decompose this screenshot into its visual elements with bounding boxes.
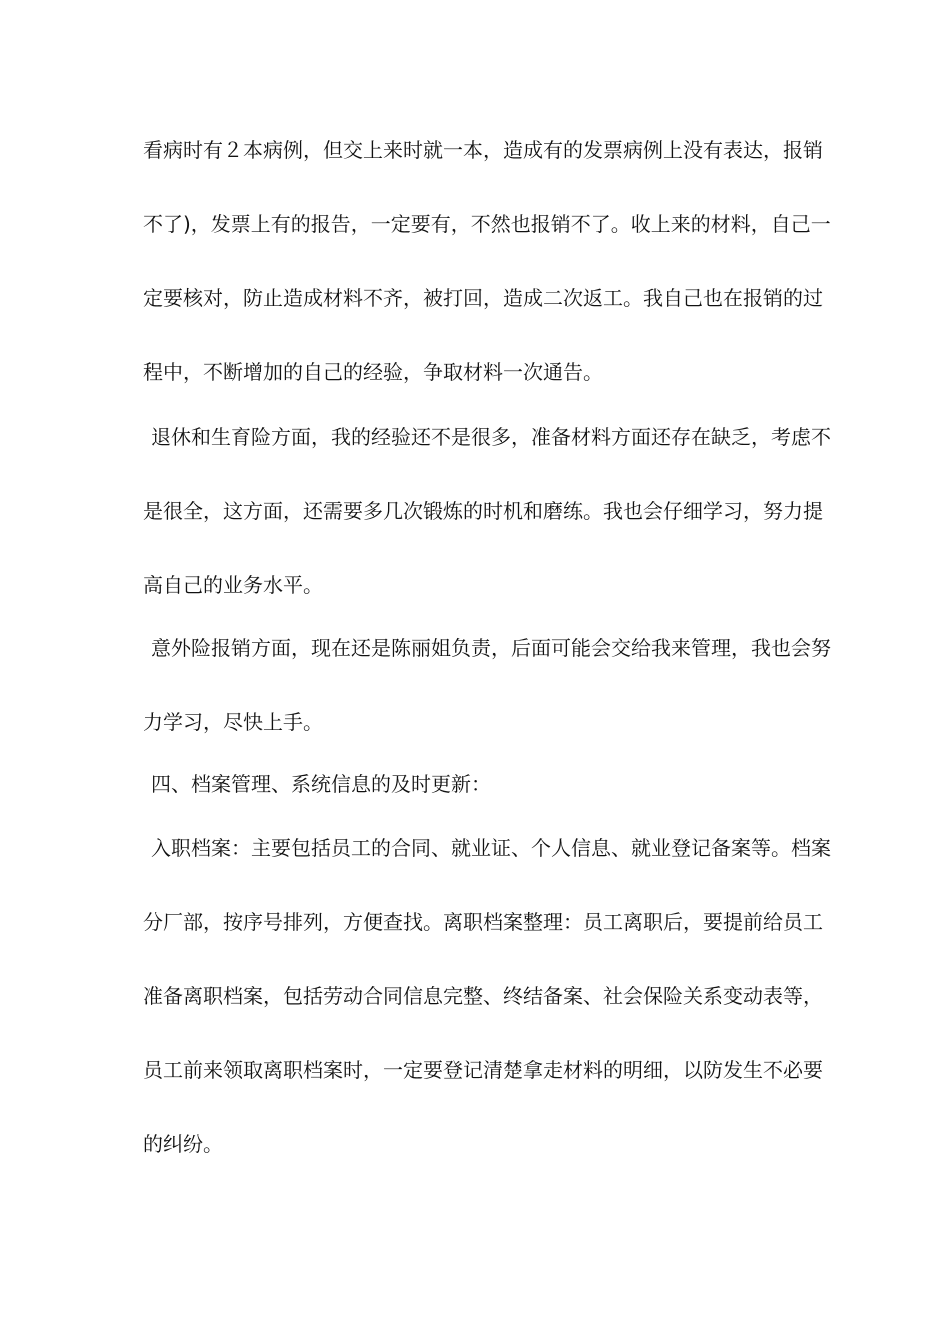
body-text-line: 员工前来领取离职档案时，一定要登记清楚拿走材料的明细，以防发生不必要 — [143, 1058, 823, 1082]
body-text-line: 看病时有２本病例，但交上来时就一本，造成有的发票病例上没有表达，报销 — [143, 138, 823, 162]
body-text-line: 的纠纷。 — [143, 1132, 223, 1156]
paragraph-start-line: 退休和生育险方面，我的经验还不是很多，准备材料方面还存在缺乏，考虑不 — [151, 425, 831, 449]
section-heading: 四、档案管理、系统信息的及时更新： — [151, 772, 491, 796]
body-text-line: 程中，不断增加的自己的经验，争取材料一次通告。 — [143, 360, 603, 384]
body-text-line: 高自己的业务水平。 — [143, 573, 323, 597]
body-text-line: 分厂部，按序号排列，方便查找。离职档案整理：员工离职后，要提前给员工 — [143, 910, 823, 934]
body-text-line: 不了)，发票上有的报告，一定要有，不然也报销不了。收上来的材料，自己一 — [143, 212, 831, 236]
paragraph-start-line: 意外险报销方面，现在还是陈丽姐负责，后面可能会交给我来管理，我也会努 — [151, 636, 831, 660]
body-text-line: 力学习，尽快上手。 — [143, 710, 323, 734]
body-text-line: 是很全，这方面，还需要多几次锻炼的时机和磨练。我也会仔细学习，努力提 — [143, 499, 823, 523]
paragraph-start-line: 入职档案：主要包括员工的合同、就业证、个人信息、就业登记备案等。档案 — [151, 836, 831, 860]
body-text-line: 准备离职档案，包括劳动合同信息完整、终结备案、社会保险关系变动表等， — [143, 984, 823, 1008]
body-text-line: 定要核对，防止造成材料不齐，被打回，造成二次返工。我自己也在报销的过 — [143, 286, 823, 310]
